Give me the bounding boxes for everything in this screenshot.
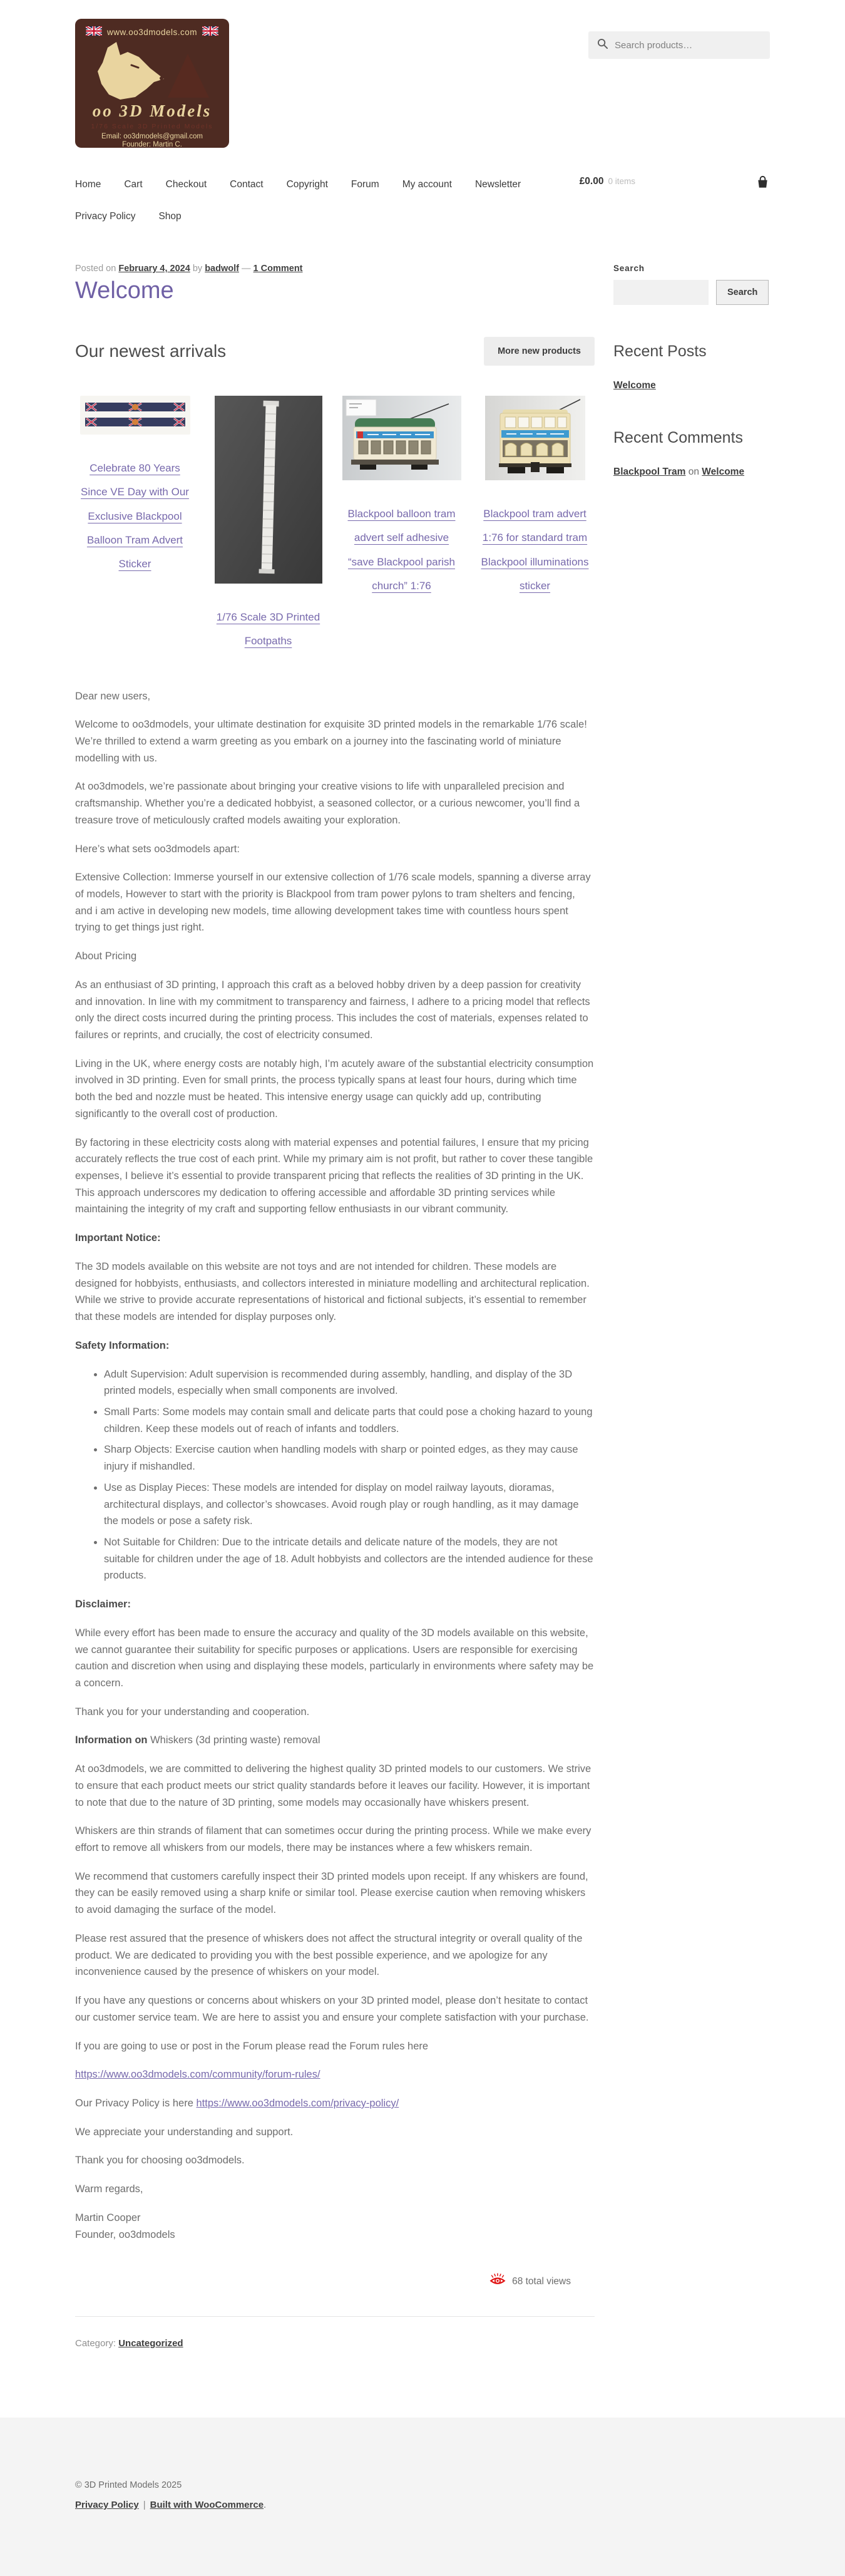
footer-privacy-policy-link[interactable]: Privacy Policy xyxy=(75,2500,139,2511)
welcome-article xyxy=(75,688,595,2244)
privacy-policy-paragraph xyxy=(75,2095,595,2112)
nav-item-cart[interactable]: Cart xyxy=(124,179,143,190)
posted-on-label: Posted on xyxy=(75,264,116,274)
search-products-input[interactable] xyxy=(613,39,761,51)
comment-post-link[interactable]: Welcome xyxy=(702,466,745,477)
product-image-footpaths[interactable] xyxy=(215,396,322,587)
sidebar xyxy=(613,264,770,2358)
product-link-standard-tram-sticker[interactable]: Blackpool tram advert 1:76 for standard tram Blackpool illuminations sticker xyxy=(481,508,589,592)
safety-bullet: • Use as Display Pieces: These models are intended for display on model railway layouts, dioramas, architectural displays, and collector’s showcases. Avoid rough play or rough handling, as it may damage the models or pose a safety risk. xyxy=(104,1480,595,1530)
by-label: by xyxy=(192,264,203,274)
site-footer xyxy=(0,2418,845,2576)
whiskers-info-heading xyxy=(75,1732,595,1749)
product-card xyxy=(208,396,328,654)
recent-comments-widget xyxy=(613,429,770,478)
disclaimer-label: Disclaimer: xyxy=(75,1599,131,1610)
nav-item-home[interactable]: Home xyxy=(75,179,101,190)
sidebar-search-input[interactable] xyxy=(613,280,709,305)
nav-item-newsletter[interactable]: Newsletter xyxy=(474,179,521,190)
article-paragraph: Welcome to oo3dmodels, your ultimate destination for exquisite 3D printed models in the remarkable 1/76 scale! We’re thrilled to extend a warm greeting as you embark on a journey into the fascinating world of miniature modelling with us. xyxy=(75,719,587,764)
article-paragraph: Please rest assured that the presence of whiskers does not affect the structural integrity or overall quality of the product. We are dedicated to providing you with the best possible experience, and we apologize for any inconvenience caused by the presence of whiskers on your model. xyxy=(75,1932,583,1978)
safety-information-heading xyxy=(75,1337,595,1354)
product-link-ve-day-sticker[interactable]: Celebrate 80 Years Since VE Day with Our Exclusive Blackpool Balloon Tram Advert Sticker xyxy=(81,462,189,570)
article-paragraph: We recommend that customers carefully inspect their 3D printed models upon receipt. If any whiskers are found, they can be easily removed using a sharp knife or similar tool. Please exercise caution when removing whiskers to avoid damaging the surface of the model. xyxy=(75,1870,588,1916)
category-label: Category: xyxy=(75,2338,116,2349)
footer-period: . xyxy=(264,2500,267,2511)
logo-email: Email: oo3dmodels@gmail.com xyxy=(101,133,203,140)
footer-woocommerce-link[interactable]: Built with WooCommerce xyxy=(150,2500,264,2511)
cart-total: £0.00 xyxy=(579,176,604,187)
article-paragraph: At oo3dmodels, we are committed to delivering the highest quality 3D printed models to our customers. We strive to ensure that each product meets our strict quality standards before it leaves our facility. However, it is important to note that due to the nature of 3D printing, some models may occasionally have whiskers present. xyxy=(75,1763,592,1808)
secondary-navigation xyxy=(75,210,770,227)
footer-copyright: © 3D Printed Models 2025 xyxy=(75,2480,182,2491)
article-paragraph: Here’s what sets oo3dmodels apart: xyxy=(75,843,240,855)
article-paragraph: By factoring in these electricity costs along with material expenses and potential failures, I ensure that my pricing accurately reflects the true cost of each print. While my primary aim is not profit, but rather to cover these tangible expenses, I believe it’s essential to provide transparent pricing that reflects the realities of 3D printing in the UK. This approach underscores my dedication to offering accessible and affordable 3D printing services while maintaining the integrity of my craft and supporting fellow enthusiasts in our vibrant community. xyxy=(75,1136,593,1215)
product-image-balloon-tram-advert[interactable] xyxy=(342,396,461,483)
uk-flag-icon xyxy=(86,26,102,38)
sidebar-search-label: Search xyxy=(613,264,645,273)
logo-url-text: www.oo3dmodels.com xyxy=(106,27,198,37)
recent-posts-heading: Recent Posts xyxy=(613,343,707,360)
article-paragraph: Thank you for choosing oo3dmodels. xyxy=(75,2155,245,2166)
article-paragraph: The 3D models available on this website are not toys and are not intended for children. These models are designed for hobbyists, enthusiasts, and collectors interested in miniature modelling and architectural replication. While we strive to provide accurate representations of historical and fictional subjects, it’s essential to remember that these models are intended for display purposes only. xyxy=(75,1260,590,1323)
nav-item-my-account[interactable]: My account xyxy=(402,179,452,190)
article-paragraph: If you are going to use or post in the Forum please read the Forum rules here xyxy=(75,2040,429,2052)
cart-item-count: 0 items xyxy=(608,177,635,186)
article-paragraph: Extensive Collection: Immerse yourself in our extensive collection of 1/76 scale models, spanning a diverse array of models, However to start with the priority is Blackpool from tram power pylons to tram shelters and fencing, and i am active in developing new models, time allowing development takes time with countless hours spent trying to get things just right. xyxy=(75,872,591,934)
wolf-logo-icon xyxy=(80,40,224,100)
post-meta xyxy=(75,264,595,274)
article-paragraph: Thank you for your understanding and cooperation. xyxy=(75,1706,310,1718)
eye-icon xyxy=(489,2273,506,2290)
safety-bullet: • Adult Supervision: Adult supervision is recommended during assembly, handling, and display of the 3D printed models, especially when small components are involved. xyxy=(104,1366,595,1399)
product-link-footpaths[interactable]: 1/76 Scale 3D Printed Footpaths xyxy=(216,611,320,647)
article-paragraph: About Pricing xyxy=(75,951,137,962)
newest-arrivals-section xyxy=(75,337,595,654)
product-image-standard-tram-sticker[interactable] xyxy=(485,396,585,483)
article-paragraph: We appreciate your understanding and support. xyxy=(75,2126,294,2138)
category-link-uncategorized[interactable]: Uncategorized xyxy=(118,2338,183,2349)
forum-rules-link[interactable]: https://www.oo3dmodels.com/community/forum-rules/ xyxy=(75,2069,320,2081)
views-counter xyxy=(75,2273,571,2290)
privacy-policy-link[interactable]: https://www.oo3dmodels.com/privacy-policy/ xyxy=(196,2097,399,2109)
safety-bullet: • Not Suitable for Children: Due to the intricate details and delicate nature of the models, they are not suitable for children under the age of 18. Adult hobbyists and collectors are the intended audience for these products. xyxy=(104,1534,595,1584)
search-icon xyxy=(597,38,608,52)
product-search-bar xyxy=(588,31,770,59)
logo-subtitle: 1/76 Scale 3D Printed Models xyxy=(91,123,213,130)
safety-bullet: • Sharp Objects: Exercise caution when handling models with sharp or pointed edges, as they may cause injury if mishandled. xyxy=(104,1441,595,1475)
newest-arrivals-heading: Our newest arrivals xyxy=(75,341,227,361)
privacy-policy-prefix: Our Privacy Policy is here xyxy=(75,2097,197,2109)
primary-navigation xyxy=(75,178,770,190)
comment-author-link[interactable]: Blackpool Tram xyxy=(613,466,686,477)
forum-rules-paragraph xyxy=(75,2066,595,2083)
nav-item-forum[interactable]: Forum xyxy=(351,179,379,190)
article-paragraph: At oo3dmodels, we’re passionate about bringing your creative visions to life with unparalleled precision and craftsmanship. Whether you’re a dedicated hobbyist, a seasoned collector, or a curious newcomer, you’ll find a treasure trove of meticulously crafted models awaiting your exploration. xyxy=(75,781,580,826)
recent-post-link-welcome[interactable]: Welcome xyxy=(613,380,656,391)
article-paragraph: If you have any questions or concerns about whiskers on your 3D printed model, please don’t hesitate to contact our customer service team. We are here to assist you and ensure your complete satisfaction with your purchase. xyxy=(75,1995,589,2023)
sidebar-search-button[interactable]: Search xyxy=(716,280,769,305)
search-widget xyxy=(613,264,770,305)
uk-flag-icon xyxy=(202,26,218,38)
footer-separator: | xyxy=(143,2500,146,2511)
safety-bullet-list xyxy=(75,1366,595,1585)
footer-links xyxy=(75,2500,770,2510)
article-paragraph: Dear new users, xyxy=(75,690,151,702)
views-count-text: 68 total views xyxy=(512,2275,571,2287)
nav-item-checkout[interactable]: Checkout xyxy=(165,179,207,190)
signature-role: Founder, oo3dmodels xyxy=(75,2228,175,2240)
meta-dash: — xyxy=(242,264,251,274)
comment-on-label: on xyxy=(685,466,702,477)
information-on-label: Information on xyxy=(75,1734,148,1746)
safety-information-label: Safety Information: xyxy=(75,1339,170,1351)
comments-link[interactable]: 1 Comment xyxy=(253,264,303,274)
article-paragraph: Whiskers are thin strands of filament that can sometimes occur during the printing process. While we make every effort to remove all whiskers from our models, there may be instances where a few whiskers remain. xyxy=(75,1825,592,1854)
site-header xyxy=(75,0,770,227)
nav-item-privacy-policy[interactable]: Privacy Policy xyxy=(75,211,136,222)
product-link-balloon-tram-advert[interactable]: Blackpool balloon tram advert self adhesive “save Blackpool parish church” 1:76 xyxy=(347,508,456,592)
product-image-ve-day-sticker[interactable] xyxy=(80,396,190,438)
article-paragraph: While every effort has been made to ensure the accuracy and quality of the 3D models available on this website, we cannot guarantee their suitability for specific purposes or applications. Users are responsible for exercising caution and discretion when using and displaying these models, particularly in environments where safety may be a concern. xyxy=(75,1627,594,1689)
page-title: Welcome xyxy=(75,277,174,304)
product-card xyxy=(342,396,461,654)
post-divider xyxy=(75,2316,595,2317)
nav-item-copyright[interactable]: Copyright xyxy=(286,179,328,190)
main-content xyxy=(75,264,595,2358)
whiskers-info-rest: Whiskers (3d printing waste) removal xyxy=(147,1734,320,1746)
important-notice-label: Important Notice: xyxy=(75,1232,161,1244)
signature-name: Martin Cooper xyxy=(75,2212,141,2223)
cart-total-link[interactable] xyxy=(580,176,635,187)
nav-item-contact[interactable]: Contact xyxy=(230,179,264,190)
site-logo[interactable] xyxy=(75,19,229,148)
article-paragraph: Warm regards, xyxy=(75,2183,143,2195)
logo-founder: Founder: Martin C. xyxy=(122,141,182,148)
product-grid xyxy=(75,396,595,654)
disclaimer-heading xyxy=(75,1596,595,1613)
post-author-link[interactable]: badwolf xyxy=(205,264,239,274)
important-notice-heading xyxy=(75,1230,595,1247)
nav-item-shop[interactable]: Shop xyxy=(158,211,182,222)
logo-title: oo 3D Models xyxy=(92,101,212,120)
product-card xyxy=(75,396,195,654)
recent-posts-widget xyxy=(613,343,770,391)
more-new-products-button[interactable]: More new products xyxy=(484,337,595,366)
safety-bullet: • Small Parts: Some models may contain small and delicate parts that could pose a choking hazard to young children. Keep these models out of reach of infants and toddlers. xyxy=(104,1404,595,1437)
article-paragraph: Living in the UK, where energy costs are notably high, I’m acutely aware of the substantial electricity consumption involved in 3D printing. Even for small prints, the process typically spans at least four hours, during which time both the bed and nozzle must be heated. This intensive energy usage can quickly add up, contributing significantly to the overall cost of production. xyxy=(75,1058,594,1120)
post-date-link[interactable]: February 4, 2024 xyxy=(118,264,190,274)
basket-icon[interactable] xyxy=(755,175,770,192)
recent-comments-heading: Recent Comments xyxy=(613,429,744,446)
product-card xyxy=(475,396,595,654)
category-line xyxy=(75,2338,595,2349)
article-paragraph: As an enthusiast of 3D printing, I approach this craft as a beloved hobby driven by a deep passion for creativity and innovation. In line with my commitment to transparency and fairness, I adhere to a pricing model that reflects only the direct costs incurred during the printing process. This includes the cost of materials, expenses related to failures or reprints, and crucially, the cost of electricity consumed. xyxy=(75,979,590,1041)
